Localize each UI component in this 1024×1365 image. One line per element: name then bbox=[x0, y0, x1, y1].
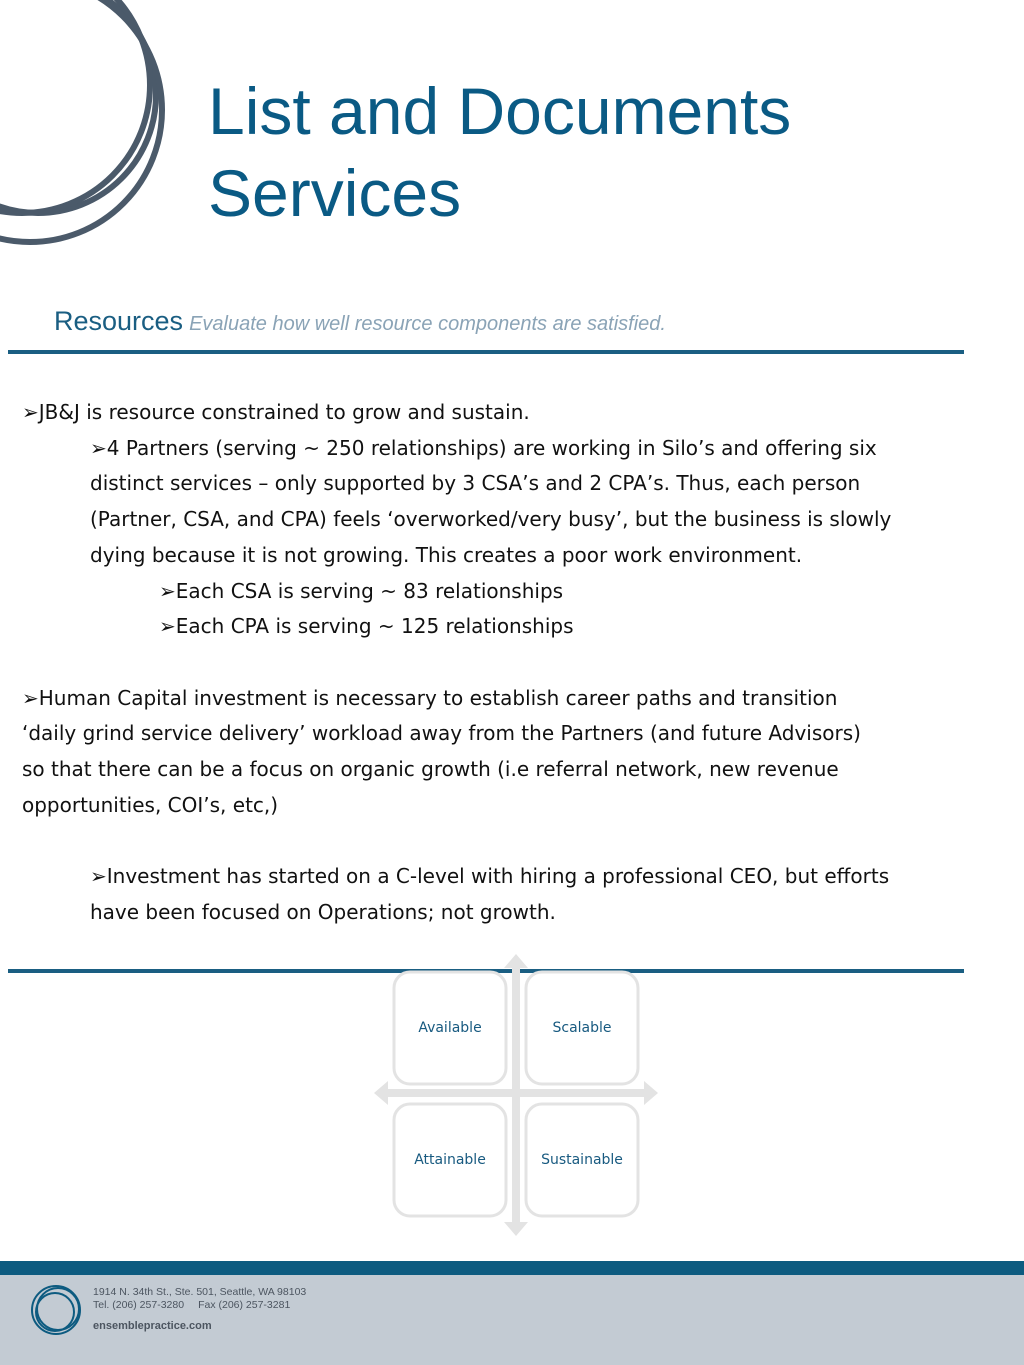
section-rule-top bbox=[8, 350, 964, 354]
quadrant-label-sustainable: Sustainable bbox=[541, 1152, 623, 1168]
bullet-line bbox=[90, 431, 877, 467]
bullet-text: JB&J is resource constrained to grow and sustain. bbox=[38, 400, 530, 424]
logo-rings bbox=[0, 0, 162, 242]
text-line: distinct services – only supported by 3 CSA’s and 2 CPA’s. Thus, each person bbox=[90, 471, 861, 496]
arrow-right-icon bbox=[644, 1081, 658, 1105]
bullet-arrow-icon: ➢ bbox=[159, 614, 176, 639]
title-line-2: Services bbox=[208, 156, 462, 230]
section-heading bbox=[54, 306, 666, 337]
footer-contact bbox=[93, 1286, 306, 1312]
logo-ring bbox=[0, 0, 150, 213]
bullet-text: Each CPA is serving ~ 125 relationships bbox=[175, 614, 574, 639]
text-line: have been focused on Operations; not growth. bbox=[90, 899, 556, 924]
footer-website-link[interactable]: ensemblepractice.com bbox=[93, 1320, 212, 1332]
title-line-1: List and Documents bbox=[208, 74, 792, 148]
footer-fax: Fax (206) 257-3281 bbox=[198, 1299, 291, 1311]
text-line: opportunities, COI’s, etc,) bbox=[22, 792, 279, 817]
bullet-line bbox=[90, 859, 889, 895]
arrow-left-icon bbox=[374, 1081, 388, 1105]
horizontal-axis bbox=[386, 1089, 646, 1097]
bullet-arrow-icon: ➢ bbox=[90, 864, 107, 889]
section-description: Evaluate how well resource components are satisfied. bbox=[189, 313, 666, 335]
logo-arcs-graphic bbox=[0, 0, 190, 250]
bullet-text: Each CSA is serving ~ 83 relationships bbox=[175, 578, 564, 603]
bullet-line bbox=[22, 681, 837, 717]
quadrant-label-attainable: Attainable bbox=[414, 1152, 486, 1168]
logo-ring bbox=[0, 0, 156, 213]
footer-phone-line bbox=[93, 1299, 306, 1312]
footer-tel: Tel. (206) 257-3280 bbox=[93, 1299, 185, 1311]
bullet-arrow-icon: ➢ bbox=[159, 578, 176, 603]
text-line: ‘daily grind service delivery’ workload away from the Partners (and future Advisors) bbox=[22, 721, 861, 746]
text-line: dying because it is not growing. This creates a poor work environment. bbox=[90, 542, 803, 567]
quadrant-label-available: Available bbox=[418, 1020, 482, 1036]
quadrant-diagram bbox=[372, 952, 662, 1242]
footer-logo-ring bbox=[36, 1293, 74, 1331]
bullet-text: Human Capital investment is necessary to establish career paths and transition bbox=[38, 685, 838, 710]
bullet-arrow-icon: ➢ bbox=[22, 685, 39, 710]
footer-stripe bbox=[0, 1261, 1024, 1275]
bullet-arrow-icon: ➢ bbox=[90, 435, 107, 460]
footer-logo-ring bbox=[37, 1288, 79, 1330]
bullet-text: 4 Partners (serving ~ 250 relationships) are working in Silo’s and offering six bbox=[106, 435, 877, 460]
footer-address: 1914 N. 34th St., Ste. 501, Seattle, WA 98103 bbox=[93, 1286, 307, 1298]
arrow-up-icon bbox=[504, 954, 528, 968]
bullet-text: Investment has started on a C-level with hiring a professional CEO, but efforts bbox=[106, 864, 890, 889]
bullet-line bbox=[159, 574, 563, 610]
quadrant-label-scalable: Scalable bbox=[552, 1020, 612, 1036]
section-label: Resources bbox=[54, 306, 184, 336]
footer-logo-icon bbox=[28, 1282, 86, 1340]
bullet-line bbox=[22, 395, 530, 431]
text-line: so that there can be a focus on organic growth (i.e referral network, new revenue bbox=[22, 757, 839, 781]
text-line: (Partner, CSA, and CPA) feels ‘overworked/very busy’, but the business is slowly bbox=[90, 507, 892, 532]
footer-logo-rings bbox=[32, 1286, 80, 1334]
bullet-arrow-icon: ➢ bbox=[22, 400, 39, 424]
bullet-line bbox=[159, 609, 574, 645]
page-title bbox=[208, 70, 791, 234]
arrow-down-icon bbox=[504, 1222, 528, 1236]
